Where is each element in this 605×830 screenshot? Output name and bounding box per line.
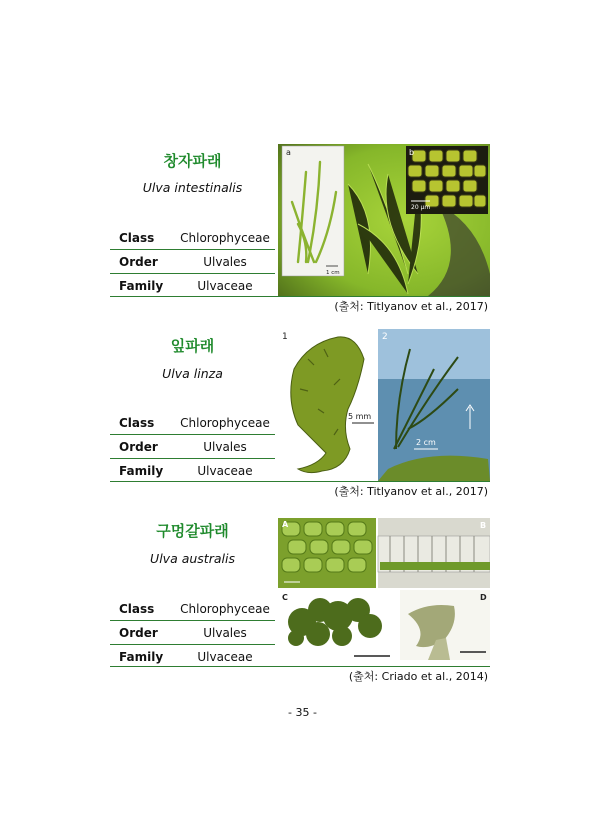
- photo-composite: [278, 329, 490, 481]
- taxonomy-key: Class: [119, 231, 155, 245]
- taxonomy-value: Ulvales: [203, 255, 247, 269]
- algae-photo-australis: [278, 514, 490, 664]
- taxonomy-table: [110, 226, 275, 298]
- scale-label: 20 µm: [411, 204, 431, 211]
- scientific-name: Ulva linza: [162, 366, 223, 381]
- taxonomy-key: Family: [119, 279, 164, 293]
- scientific-name: Ulva intestinalis: [142, 180, 243, 195]
- panel-label: 1: [282, 332, 288, 342]
- taxonomy-key: Family: [119, 650, 164, 664]
- korean-name: 잎파래: [170, 337, 215, 355]
- taxonomy-key: Class: [119, 416, 155, 430]
- scale-label: 5 mm: [348, 412, 372, 421]
- section-rule: [110, 296, 490, 297]
- taxonomy-value: Ulvaceae: [197, 464, 253, 478]
- source-citation: (출처: Titlyanov et al., 2017): [334, 300, 488, 313]
- taxonomy-value: Ulvales: [203, 440, 247, 454]
- algae-photo-linza: [278, 329, 490, 481]
- photo-composite: [278, 514, 490, 666]
- panel-label: C: [282, 593, 288, 602]
- taxonomy-row-class: [110, 226, 275, 250]
- taxonomy-row-family: [110, 274, 275, 297]
- taxonomy-value: Chlorophyceae: [180, 416, 270, 430]
- taxonomy-value: Ulvaceae: [197, 279, 253, 293]
- section-rule: [110, 666, 490, 667]
- panel-label: B: [480, 521, 487, 530]
- panel-label: A: [282, 520, 289, 529]
- taxonomy-value: Ulvaceae: [197, 650, 253, 664]
- taxonomy-row-class: [110, 597, 275, 621]
- taxonomy-table: [110, 411, 275, 483]
- scientific-name: Ulva australis: [150, 551, 235, 566]
- taxonomy-row-order: [110, 435, 275, 459]
- taxonomy-row-class: [110, 411, 275, 435]
- taxonomy-value: Chlorophyceae: [180, 231, 270, 245]
- taxonomy-key: Family: [119, 464, 164, 478]
- scale-label: 1 cm: [326, 270, 340, 276]
- taxonomy-key: Class: [119, 602, 155, 616]
- source-citation: (출처: Criado et al., 2014): [348, 670, 488, 683]
- taxonomy-row-family: [110, 645, 275, 668]
- photo-composite: [278, 144, 490, 296]
- panel-label: a: [286, 148, 291, 157]
- panel-label: D: [480, 593, 487, 602]
- source-citation: (출처: Titlyanov et al., 2017): [334, 485, 488, 498]
- taxonomy-key: Order: [119, 440, 158, 454]
- korean-name: 창자파래: [163, 152, 222, 170]
- korean-name: 구멍갈파래: [156, 522, 229, 540]
- taxonomy-table: [110, 597, 275, 669]
- taxonomy-row-family: [110, 459, 275, 482]
- panel-label: 2: [382, 332, 388, 342]
- taxonomy-key: Order: [119, 626, 158, 640]
- scale-label: 2 cm: [416, 438, 436, 447]
- taxonomy-row-order: [110, 621, 275, 645]
- panel-label: b: [409, 148, 415, 157]
- taxonomy-key: Order: [119, 255, 158, 269]
- taxonomy-row-order: [110, 250, 275, 274]
- algae-photo-intestinalis: [278, 144, 490, 296]
- taxonomy-value: Ulvales: [203, 626, 247, 640]
- page-number: - 35 -: [288, 706, 317, 719]
- taxonomy-value: Chlorophyceae: [180, 602, 270, 616]
- section-rule: [110, 481, 490, 482]
